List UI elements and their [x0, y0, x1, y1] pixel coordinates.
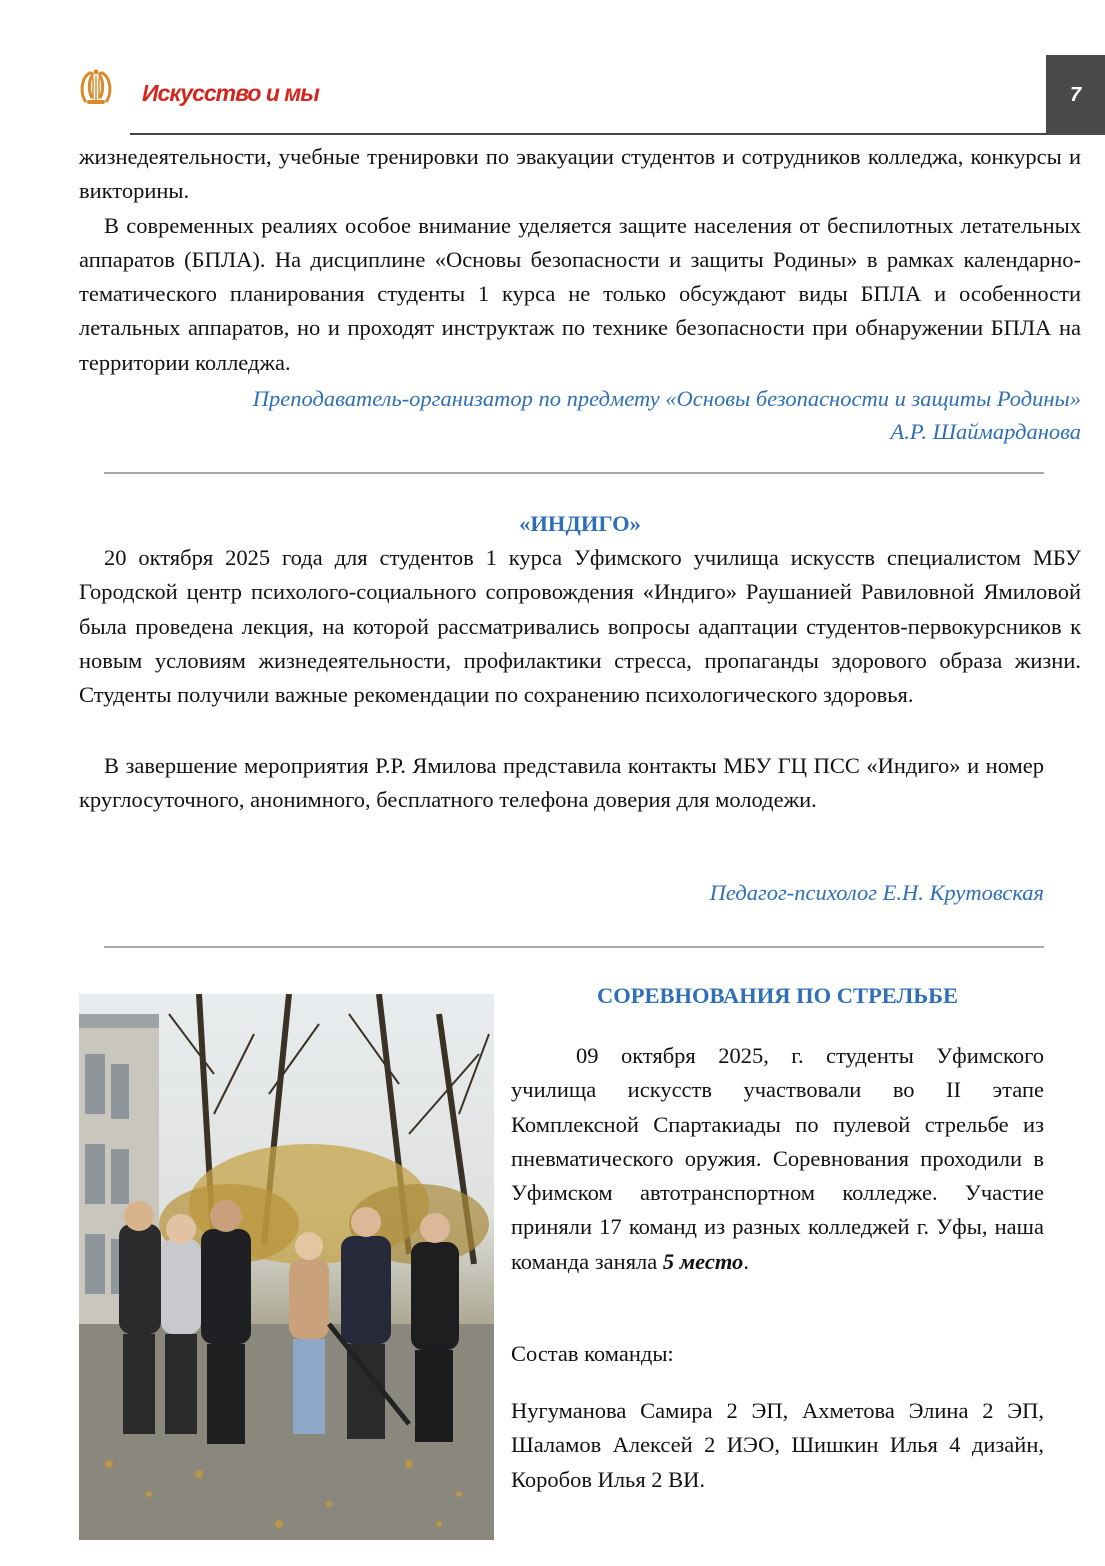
continuation-paragraph: жизнедеятельности, учебные тренировки по эвакуации студентов и сотрудников колледжа, конкурсы и викторины. — [79, 144, 1081, 204]
header-rule — [130, 133, 1046, 135]
lyre-logo-icon — [78, 68, 114, 108]
team-members: Нугуманова Самира 2 ЭП, Ахметова Элина 2 ЭП, Шаламов Алексей 2 ИЭО, Шишкин Илья 4 дизайн, Коробов Илья 2 ВИ. — [511, 1398, 1044, 1492]
signature-role: Преподаватель-организатор по предмету «Основы безопасности и защиты Родины» — [252, 386, 1081, 411]
bpla-paragraph: В современных реалиях особое внимание уделяется защите населения от беспилотных летательных аппаратов (БПЛА). На дисциплине «Основы безопасности и защиты Родины» в рамках календарно-тематического планирования студенты 1 курса не только обсуждают виды БПЛА и особенности летальных аппаратов, но и проходят инструктаж по технике безопасности при обнаружении БПЛА на территории колледжа. — [79, 212, 1081, 375]
shooting-text — [511, 1039, 1044, 1279]
page-number: 7 — [1046, 55, 1105, 135]
team-label: Состав команды: — [511, 1341, 674, 1366]
team-group-photo — [79, 994, 494, 1540]
section1-signature — [253, 382, 1081, 448]
section-divider — [104, 472, 1044, 474]
signature-name: А.Р. Шаймарданова — [890, 419, 1081, 444]
indigo-paragraph-2: В завершение мероприятия Р.Р. Ямилова представила контакты МБУ ГЦ ПСС «Индиго» и номер круглосуточного, анонимного, бесплатного телефона доверия для молодежи. — [79, 753, 1044, 813]
section2-text-b — [79, 749, 1044, 818]
section1-text — [79, 140, 1081, 380]
indigo-paragraph-1: 20 октября 2025 года для студентов 1 курса Уфимского училища искусств специалистом МБУ Городской центр психолого-социального сопровождения «Индиго» Раушанией Равиловной Ямиловой была проведена лекция, на которой рассматривались вопросы адаптации студентов-первокурсников к новым условиям жизнедеятельности, профилактики стресса, пропаганды здорового образа жизни. Студенты получили важные рекомендации по сохранению психологического здоровья. — [79, 545, 1081, 708]
psychologist-signature: Педагог-психолог Е.Н. Крутовская — [709, 880, 1044, 905]
shooting-heading: СОРЕВНОВАНИЯ ПО СТРЕЛЬБЕ — [596, 983, 959, 1008]
team-label-block — [511, 1337, 1044, 1371]
place-result: 5 место — [662, 1248, 744, 1274]
indigo-heading: «ИНДИГО» — [519, 511, 641, 536]
period: . — [743, 1248, 749, 1274]
section2-signature — [710, 876, 1044, 909]
section2-text — [79, 541, 1081, 712]
team-members-block — [511, 1394, 1044, 1497]
shooting-paragraph: 09 октября 2025, г. студенты Уфимского училища искусств участвовали во II этапе Комплексной Спартакиады по пулевой стрельбе из пневматического оружия. Соревнования проходили в Уфимском автотранспортном колледже. Участие приняли 17 команд из разных колледжей г. Уфы, наша команда заняла — [511, 1043, 1044, 1274]
section-divider-2 — [104, 946, 1044, 948]
magazine-title: Искусство и мы — [142, 80, 319, 106]
